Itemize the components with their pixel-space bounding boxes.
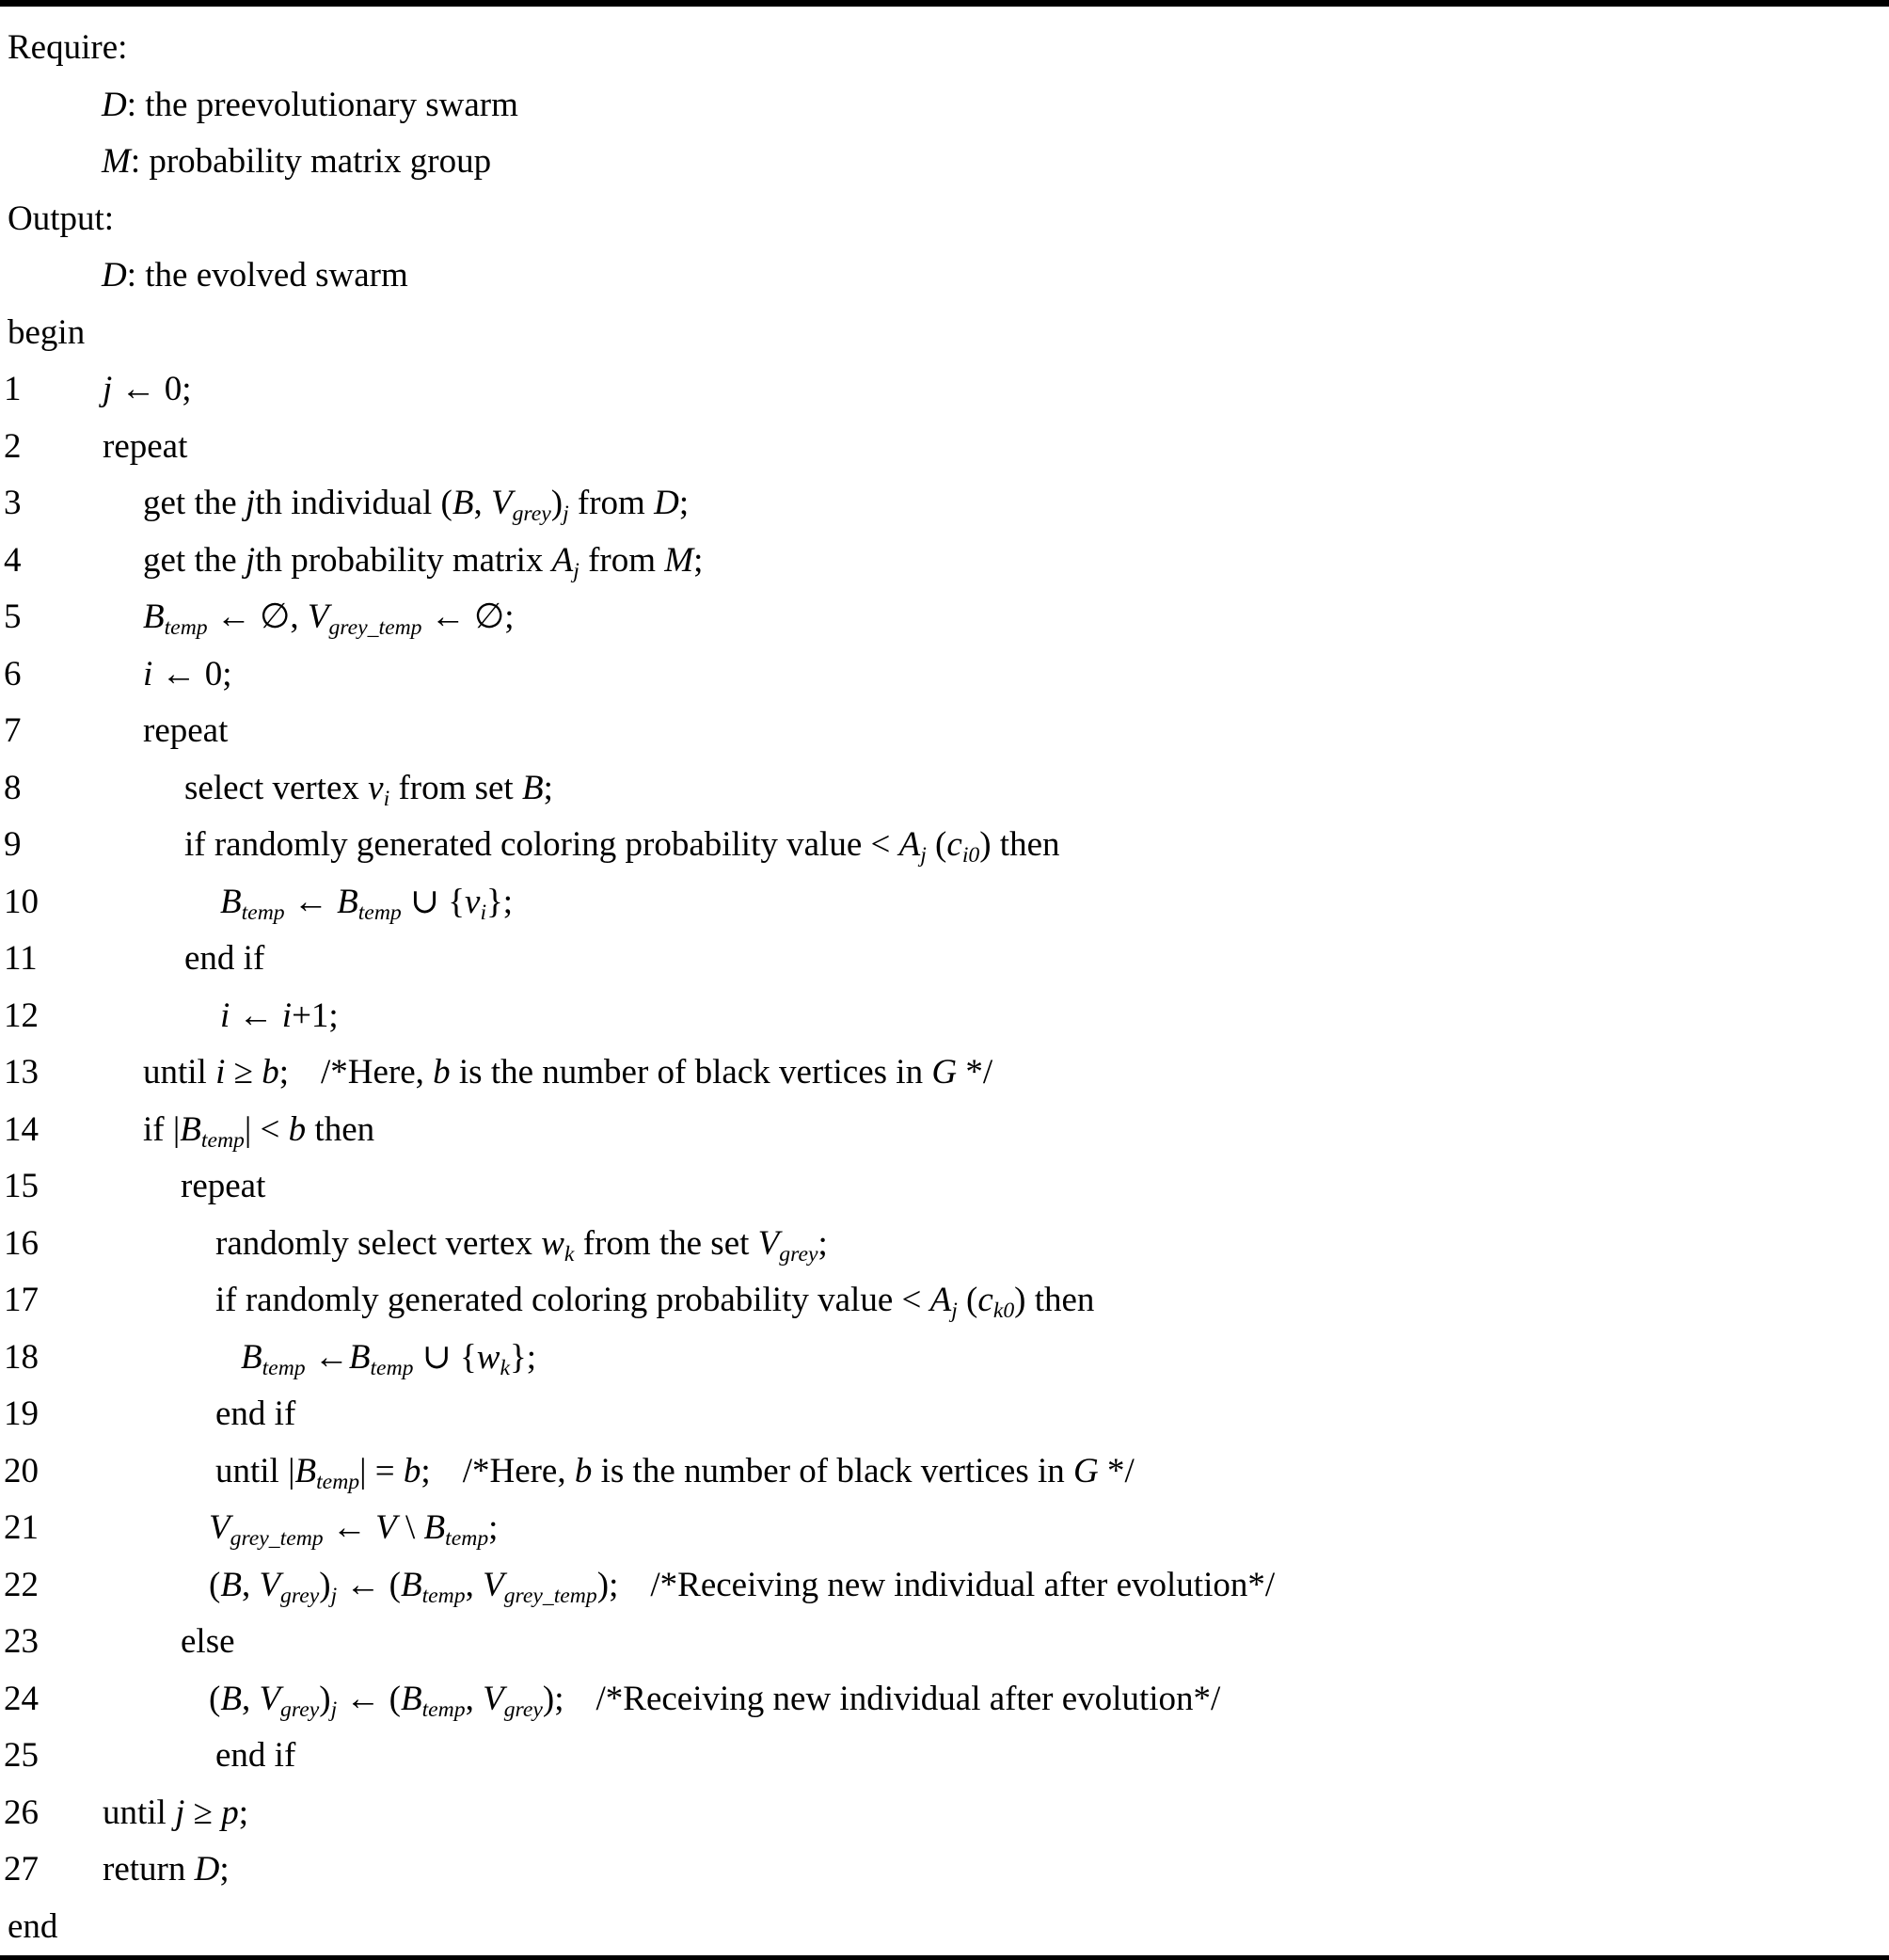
output-item-d-symbol: D — [102, 256, 127, 295]
line-number: 1 — [4, 370, 22, 408]
line-content: randomly select vertex $w_k$ from the set $V_{grey}$; — [215, 1223, 828, 1267]
end-keyword-text: end — [8, 1906, 58, 1946]
output-item-d — [4, 247, 1889, 305]
require-item-d-text: : the preevolutionary swarm — [126, 85, 518, 124]
algo-line — [4, 589, 1889, 646]
line-number: 13 — [4, 1053, 39, 1092]
algo-line — [4, 1044, 1889, 1102]
line-content: $V_{grey\_temp}$ ← V \ $B_{temp}$; — [209, 1508, 499, 1552]
bottom-rule — [0, 1955, 1889, 1960]
line-content: repeat — [103, 426, 188, 466]
line-number: 5 — [4, 598, 22, 636]
line-number: 25 — [4, 1736, 39, 1775]
line-content: repeat — [143, 711, 229, 750]
line-content: j ← 0; — [103, 370, 192, 408]
line-number: 16 — [4, 1223, 39, 1263]
line-content: if randomly generated coloring probability value < $A_j$ $(c_{i0})$ then — [184, 825, 1060, 868]
line-number: 2 — [4, 426, 22, 466]
line-content: (B, $V_{grey})_j$ ← ($B_{temp}$, $V_{grey\_temp}$); /*Receiving new individual after evolution*/ — [209, 1565, 1276, 1608]
line-content: until $|B_{temp}| = b$; /*Here, b is the number of black vertices in G */ — [215, 1451, 1135, 1494]
algo-line — [4, 1102, 1889, 1159]
line-content: return D; — [103, 1850, 230, 1888]
line-number: 19 — [4, 1394, 39, 1433]
output-label-text: Output: — [8, 199, 115, 238]
line-number: 7 — [4, 711, 22, 750]
line-number: 9 — [4, 825, 22, 864]
algo-line — [4, 1557, 1889, 1615]
require-label-text: Require: — [8, 28, 128, 67]
algo-line — [4, 475, 1889, 533]
algo-line — [4, 419, 1889, 476]
line-number: 8 — [4, 768, 22, 807]
require-item-m — [4, 134, 1889, 191]
line-content: until j ≥ p; — [103, 1793, 248, 1832]
line-number: 10 — [4, 882, 39, 921]
algo-line — [4, 817, 1889, 874]
line-number: 4 — [4, 540, 22, 580]
algorithm-body — [0, 7, 1889, 1955]
algo-line — [4, 1785, 1889, 1842]
algo-line — [4, 760, 1889, 818]
require-item-d — [4, 77, 1889, 135]
algo-line — [4, 1728, 1889, 1785]
algo-line — [4, 533, 1889, 590]
algo-line — [4, 874, 1889, 932]
line-content: i ← i+1; — [220, 996, 339, 1035]
line-content: $B_{temp}$ ← ∅, $V_{grey\_temp}$ ← ∅; — [143, 598, 515, 641]
line-number: 20 — [4, 1451, 39, 1490]
end-keyword — [4, 1899, 1889, 1956]
begin-keyword-text: begin — [8, 312, 86, 352]
algo-line — [4, 1386, 1889, 1443]
line-content: end if — [215, 1394, 296, 1433]
algo-line — [4, 1443, 1889, 1501]
algo-line — [4, 361, 1889, 419]
algo-line — [4, 931, 1889, 988]
line-content: $B_{temp}$ $\leftarrow B_{temp}$ ∪ $\{w_k\}$; — [241, 1337, 537, 1380]
line-number: 12 — [4, 996, 39, 1035]
require-item-d-symbol: D — [102, 85, 127, 124]
algo-line — [4, 988, 1889, 1045]
line-number: 24 — [4, 1679, 39, 1718]
line-content: else — [181, 1622, 235, 1661]
algo-line — [4, 646, 1889, 704]
output-label — [4, 191, 1889, 248]
line-content: end if — [215, 1736, 296, 1775]
line-number: 17 — [4, 1281, 39, 1319]
line-content: if randomly generated coloring probability value < $A_j$ $(c_{k0})$ then — [215, 1281, 1095, 1324]
line-content: i ← 0; — [143, 654, 232, 693]
algo-line — [4, 1671, 1889, 1729]
line-number: 18 — [4, 1337, 39, 1377]
algo-line — [4, 1614, 1889, 1671]
top-rule — [0, 0, 1889, 7]
output-item-d-text: : the evolved swarm — [126, 256, 408, 295]
line-content: get the jth individual (B, $V_{grey})_j$ from D; — [143, 484, 690, 527]
line-number: 21 — [4, 1508, 39, 1547]
require-item-m-text: : probability matrix group — [130, 142, 492, 181]
line-content: get the jth probability matrix $A_j$ from M; — [143, 540, 704, 583]
line-number: 11 — [4, 939, 38, 978]
require-label — [4, 20, 1889, 77]
line-number: 23 — [4, 1622, 39, 1661]
line-number: 22 — [4, 1565, 39, 1604]
line-content: repeat — [181, 1167, 266, 1205]
line-content: $B_{temp}$ ← $B_{temp}$ ∪ $\{v_i\}$; — [220, 882, 514, 925]
line-content: until i ≥ b; /*Here, b is the number of black vertices in G */ — [143, 1053, 993, 1092]
line-content: end if — [184, 939, 265, 978]
algo-line — [4, 703, 1889, 760]
algo-line — [4, 1500, 1889, 1557]
algo-line — [4, 1330, 1889, 1387]
line-number: 15 — [4, 1167, 39, 1205]
begin-keyword — [4, 305, 1889, 362]
algo-line — [4, 1216, 1889, 1273]
line-content: (B, $V_{grey})_j$ ← ($B_{temp}$, $V_{grey}$); /*Receiving new individual after evolution*/ — [209, 1679, 1221, 1722]
line-number: 26 — [4, 1793, 39, 1832]
line-content: select vertex $v_i$ from set B; — [184, 768, 553, 811]
line-content: if $|B_{temp}| < b$ then — [143, 1109, 375, 1153]
algo-line — [4, 1272, 1889, 1330]
line-number: 3 — [4, 484, 22, 522]
algo-line — [4, 1841, 1889, 1899]
line-number: 27 — [4, 1850, 39, 1888]
line-number: 6 — [4, 654, 22, 693]
algo-line — [4, 1158, 1889, 1216]
require-item-m-symbol: M — [102, 142, 131, 181]
line-number: 14 — [4, 1109, 39, 1149]
